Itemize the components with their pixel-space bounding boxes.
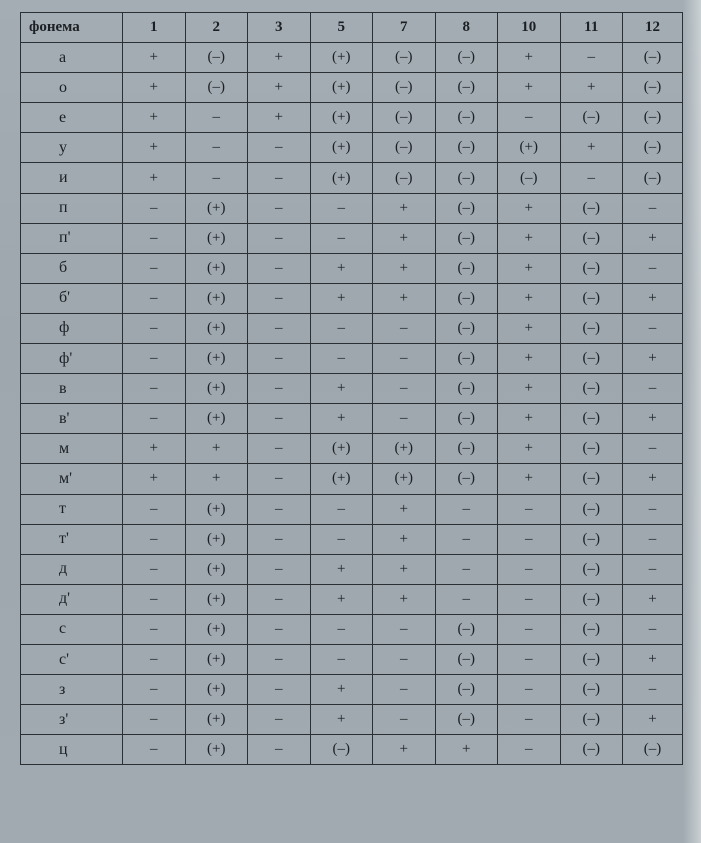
feature-value-cell: –	[248, 554, 311, 584]
feature-value-cell: (+)	[185, 494, 248, 524]
feature-value-cell: –	[373, 313, 436, 343]
feature-value-cell: (+)	[185, 404, 248, 434]
feature-value-cell: +	[498, 43, 561, 73]
feature-value-cell: (–)	[498, 163, 561, 193]
feature-value-cell: –	[623, 313, 683, 343]
table-row	[21, 223, 683, 253]
phoneme-cell: д'	[21, 584, 123, 614]
feature-value-cell: –	[248, 644, 311, 674]
feature-value-cell: –	[435, 554, 498, 584]
feature-value-cell: (–)	[435, 374, 498, 404]
table-row	[21, 614, 683, 644]
header-phoneme: фонема	[21, 13, 123, 43]
feature-value-cell: +	[623, 464, 683, 494]
feature-value-cell: –	[248, 163, 311, 193]
feature-value-cell: –	[248, 193, 311, 223]
feature-value-cell: –	[123, 253, 186, 283]
feature-value-cell: +	[248, 103, 311, 133]
feature-value-cell: +	[498, 434, 561, 464]
feature-value-cell: +	[310, 554, 373, 584]
feature-value-cell: –	[248, 133, 311, 163]
table-row	[21, 253, 683, 283]
table-row	[21, 404, 683, 434]
table-row	[21, 193, 683, 223]
feature-value-cell: (+)	[310, 163, 373, 193]
feature-value-cell: –	[623, 524, 683, 554]
feature-value-cell: –	[498, 735, 561, 765]
feature-value-cell: –	[498, 644, 561, 674]
table-row	[21, 283, 683, 313]
feature-value-cell: (+)	[310, 103, 373, 133]
phoneme-cell: и	[21, 163, 123, 193]
feature-value-cell: –	[310, 344, 373, 374]
feature-value-cell: –	[623, 374, 683, 404]
table-row	[21, 163, 683, 193]
feature-value-cell: (–)	[560, 675, 623, 705]
feature-value-cell: –	[498, 705, 561, 735]
feature-value-cell: (–)	[435, 103, 498, 133]
feature-value-cell: (–)	[623, 133, 683, 163]
feature-value-cell: +	[373, 554, 436, 584]
feature-value-cell: (+)	[185, 313, 248, 343]
feature-value-cell: (–)	[435, 193, 498, 223]
table-row	[21, 133, 683, 163]
feature-value-cell: (–)	[623, 73, 683, 103]
feature-value-cell: –	[248, 614, 311, 644]
feature-value-cell: +	[373, 735, 436, 765]
feature-value-cell: +	[560, 133, 623, 163]
table-row	[21, 313, 683, 343]
feature-value-cell: (–)	[373, 43, 436, 73]
feature-value-cell: –	[623, 675, 683, 705]
feature-value-cell: (–)	[560, 494, 623, 524]
header-feature-3: 3	[248, 13, 311, 43]
feature-value-cell: (–)	[560, 614, 623, 644]
feature-value-cell: (–)	[560, 644, 623, 674]
feature-value-cell: –	[310, 524, 373, 554]
feature-value-cell: –	[310, 644, 373, 674]
feature-value-cell: +	[498, 464, 561, 494]
feature-value-cell: (–)	[435, 464, 498, 494]
feature-value-cell: –	[185, 163, 248, 193]
phoneme-cell: е	[21, 103, 123, 133]
feature-value-cell: (+)	[185, 735, 248, 765]
feature-value-cell: (–)	[560, 735, 623, 765]
feature-value-cell: (–)	[435, 223, 498, 253]
feature-value-cell: (–)	[560, 404, 623, 434]
feature-value-cell: +	[310, 404, 373, 434]
feature-value-cell: –	[373, 404, 436, 434]
table-row	[21, 644, 683, 674]
feature-value-cell: (–)	[560, 584, 623, 614]
feature-value-cell: (–)	[560, 434, 623, 464]
feature-value-cell: +	[310, 705, 373, 735]
table-row	[21, 464, 683, 494]
feature-value-cell: (–)	[560, 283, 623, 313]
feature-value-cell: –	[123, 705, 186, 735]
feature-value-cell: (–)	[560, 103, 623, 133]
phoneme-cell: с	[21, 614, 123, 644]
feature-value-cell: –	[373, 705, 436, 735]
feature-value-cell: +	[498, 283, 561, 313]
feature-value-cell: –	[123, 374, 186, 404]
phoneme-cell: з'	[21, 705, 123, 735]
feature-value-cell: –	[310, 223, 373, 253]
feature-value-cell: (–)	[373, 133, 436, 163]
header-feature-10: 10	[498, 13, 561, 43]
feature-value-cell: (+)	[310, 73, 373, 103]
feature-value-cell: –	[498, 554, 561, 584]
feature-value-cell: –	[623, 193, 683, 223]
feature-value-cell: –	[123, 735, 186, 765]
feature-value-cell: –	[498, 103, 561, 133]
phoneme-cell: о	[21, 73, 123, 103]
feature-value-cell: (–)	[560, 313, 623, 343]
feature-value-cell: +	[498, 344, 561, 374]
feature-value-cell: +	[373, 283, 436, 313]
feature-value-cell: –	[248, 313, 311, 343]
feature-value-cell: +	[498, 193, 561, 223]
feature-value-cell: +	[373, 494, 436, 524]
feature-value-cell: (–)	[623, 43, 683, 73]
feature-value-cell: –	[560, 43, 623, 73]
feature-value-cell: –	[123, 283, 186, 313]
feature-value-cell: –	[248, 253, 311, 283]
feature-value-cell: –	[310, 193, 373, 223]
feature-value-cell: (–)	[435, 43, 498, 73]
feature-value-cell: –	[498, 614, 561, 644]
feature-value-cell: +	[248, 73, 311, 103]
table-row	[21, 735, 683, 765]
feature-value-cell: (–)	[435, 313, 498, 343]
feature-value-cell: (–)	[435, 163, 498, 193]
feature-value-cell: –	[185, 103, 248, 133]
feature-value-cell: +	[310, 283, 373, 313]
feature-value-cell: +	[623, 283, 683, 313]
table-row	[21, 434, 683, 464]
phoneme-cell: п	[21, 193, 123, 223]
feature-value-cell: +	[248, 43, 311, 73]
feature-value-cell: (–)	[560, 705, 623, 735]
feature-value-cell: (–)	[435, 614, 498, 644]
feature-value-cell: –	[373, 675, 436, 705]
feature-value-cell: –	[373, 644, 436, 674]
feature-value-cell: +	[310, 584, 373, 614]
feature-value-cell: +	[498, 404, 561, 434]
feature-value-cell: –	[248, 223, 311, 253]
phoneme-cell: с'	[21, 644, 123, 674]
feature-value-cell: +	[123, 103, 186, 133]
feature-value-cell: (–)	[435, 644, 498, 674]
phoneme-cell: д	[21, 554, 123, 584]
feature-value-cell: –	[248, 735, 311, 765]
feature-value-cell: –	[248, 344, 311, 374]
feature-value-cell: +	[498, 374, 561, 404]
feature-value-cell: +	[498, 223, 561, 253]
feature-value-cell: (+)	[310, 133, 373, 163]
phoneme-cell: а	[21, 43, 123, 73]
feature-value-cell: (–)	[435, 133, 498, 163]
feature-value-cell: –	[248, 675, 311, 705]
feature-value-cell: –	[373, 614, 436, 644]
feature-value-cell: –	[310, 494, 373, 524]
feature-value-cell: –	[123, 675, 186, 705]
feature-value-cell: +	[623, 584, 683, 614]
feature-value-cell: –	[435, 494, 498, 524]
feature-value-cell: +	[310, 374, 373, 404]
phoneme-cell: в'	[21, 404, 123, 434]
feature-value-cell: (+)	[185, 524, 248, 554]
table-row	[21, 524, 683, 554]
feature-value-cell: +	[498, 253, 561, 283]
feature-value-cell: –	[248, 374, 311, 404]
feature-value-cell: –	[623, 253, 683, 283]
phoneme-cell: т	[21, 494, 123, 524]
feature-value-cell: (–)	[373, 103, 436, 133]
feature-value-cell: –	[373, 374, 436, 404]
feature-value-cell: (+)	[185, 223, 248, 253]
feature-value-cell: +	[185, 464, 248, 494]
feature-value-cell: –	[498, 675, 561, 705]
feature-value-cell: –	[248, 584, 311, 614]
feature-value-cell: (–)	[560, 193, 623, 223]
header-feature-8: 8	[435, 13, 498, 43]
feature-value-cell: –	[310, 313, 373, 343]
feature-value-cell: (–)	[373, 73, 436, 103]
feature-value-cell: (–)	[560, 374, 623, 404]
feature-value-cell: –	[123, 614, 186, 644]
feature-value-cell: (–)	[623, 735, 683, 765]
table-header-row	[21, 13, 683, 43]
feature-value-cell: (–)	[435, 404, 498, 434]
feature-value-cell: (–)	[185, 43, 248, 73]
feature-value-cell: –	[248, 524, 311, 554]
phoneme-cell: ц	[21, 735, 123, 765]
feature-value-cell: –	[123, 644, 186, 674]
feature-value-cell: –	[310, 614, 373, 644]
table-row	[21, 705, 683, 735]
feature-value-cell: (+)	[310, 43, 373, 73]
feature-value-cell: +	[560, 73, 623, 103]
feature-value-cell: (–)	[185, 73, 248, 103]
feature-value-cell: –	[123, 404, 186, 434]
feature-value-cell: (+)	[498, 133, 561, 163]
phoneme-cell: ф	[21, 313, 123, 343]
table-row	[21, 374, 683, 404]
feature-value-cell: (–)	[435, 705, 498, 735]
feature-value-cell: –	[248, 283, 311, 313]
feature-value-cell: +	[623, 344, 683, 374]
feature-value-cell: +	[623, 223, 683, 253]
feature-value-cell: –	[623, 614, 683, 644]
table-row	[21, 584, 683, 614]
table-row	[21, 675, 683, 705]
feature-value-cell: +	[123, 43, 186, 73]
feature-value-cell: (+)	[373, 434, 436, 464]
feature-value-cell: –	[373, 344, 436, 374]
feature-value-cell: –	[560, 163, 623, 193]
header-feature-11: 11	[560, 13, 623, 43]
feature-value-cell: +	[373, 584, 436, 614]
feature-value-cell: +	[373, 524, 436, 554]
feature-value-cell: (–)	[560, 253, 623, 283]
feature-value-cell: –	[623, 494, 683, 524]
feature-value-cell: –	[123, 193, 186, 223]
feature-value-cell: (+)	[185, 374, 248, 404]
feature-value-cell: +	[623, 404, 683, 434]
feature-value-cell: (+)	[185, 344, 248, 374]
feature-value-cell: (+)	[185, 283, 248, 313]
phoneme-cell: з	[21, 675, 123, 705]
feature-value-cell: –	[123, 554, 186, 584]
feature-value-cell: –	[623, 554, 683, 584]
feature-value-cell: –	[123, 313, 186, 343]
feature-value-cell: (+)	[185, 644, 248, 674]
phoneme-cell: п'	[21, 223, 123, 253]
feature-value-cell: (–)	[435, 73, 498, 103]
feature-value-cell: (+)	[310, 464, 373, 494]
feature-value-cell: (–)	[560, 524, 623, 554]
feature-value-cell: –	[248, 464, 311, 494]
feature-value-cell: +	[310, 253, 373, 283]
phoneme-cell: м'	[21, 464, 123, 494]
feature-value-cell: –	[123, 223, 186, 253]
feature-value-cell: –	[498, 584, 561, 614]
phoneme-cell: б'	[21, 283, 123, 313]
feature-value-cell: +	[373, 193, 436, 223]
phoneme-cell: в	[21, 374, 123, 404]
feature-value-cell: (–)	[435, 253, 498, 283]
feature-value-cell: (–)	[435, 434, 498, 464]
table-row	[21, 73, 683, 103]
table-row	[21, 344, 683, 374]
feature-value-cell: (–)	[623, 163, 683, 193]
feature-value-cell: (+)	[185, 705, 248, 735]
feature-value-cell: (+)	[185, 614, 248, 644]
feature-value-cell: (+)	[185, 193, 248, 223]
feature-value-cell: –	[123, 344, 186, 374]
feature-value-cell: (+)	[185, 554, 248, 584]
feature-value-cell: –	[185, 133, 248, 163]
feature-value-cell: –	[435, 524, 498, 554]
feature-value-cell: +	[123, 133, 186, 163]
table-row	[21, 103, 683, 133]
feature-value-cell: +	[373, 253, 436, 283]
feature-value-cell: +	[123, 464, 186, 494]
header-feature-7: 7	[373, 13, 436, 43]
feature-value-cell: +	[435, 735, 498, 765]
page-edge-shading	[683, 0, 701, 843]
feature-value-cell: +	[123, 434, 186, 464]
feature-value-cell: –	[435, 584, 498, 614]
feature-value-cell: +	[185, 434, 248, 464]
header-feature-1: 1	[123, 13, 186, 43]
feature-value-cell: –	[248, 705, 311, 735]
table-body	[21, 43, 683, 765]
header-feature-12: 12	[623, 13, 683, 43]
feature-value-cell: (–)	[623, 103, 683, 133]
feature-value-cell: (–)	[560, 223, 623, 253]
feature-value-cell: (–)	[373, 163, 436, 193]
feature-value-cell: (+)	[185, 253, 248, 283]
feature-value-cell: +	[123, 73, 186, 103]
feature-value-cell: –	[623, 434, 683, 464]
feature-value-cell: –	[123, 584, 186, 614]
feature-value-cell: (–)	[435, 675, 498, 705]
table-row	[21, 554, 683, 584]
feature-value-cell: (+)	[373, 464, 436, 494]
feature-value-cell: +	[310, 675, 373, 705]
feature-value-cell: –	[498, 524, 561, 554]
feature-value-cell: –	[123, 524, 186, 554]
feature-value-cell: (–)	[560, 464, 623, 494]
feature-value-cell: +	[123, 163, 186, 193]
table-row	[21, 43, 683, 73]
phoneme-cell: м	[21, 434, 123, 464]
feature-value-cell: +	[373, 223, 436, 253]
phoneme-cell: б	[21, 253, 123, 283]
feature-value-cell: (+)	[310, 434, 373, 464]
feature-value-cell: (–)	[435, 283, 498, 313]
feature-value-cell: (+)	[185, 584, 248, 614]
feature-value-cell: (–)	[560, 554, 623, 584]
phoneme-cell: т'	[21, 524, 123, 554]
feature-value-cell: +	[498, 313, 561, 343]
feature-value-cell: (–)	[560, 344, 623, 374]
feature-value-cell: –	[248, 434, 311, 464]
feature-value-cell: +	[623, 705, 683, 735]
feature-value-cell: +	[623, 644, 683, 674]
header-feature-5: 5	[310, 13, 373, 43]
phoneme-feature-table	[20, 12, 683, 765]
feature-value-cell: –	[248, 494, 311, 524]
feature-value-cell: –	[123, 494, 186, 524]
feature-value-cell: (+)	[185, 675, 248, 705]
phoneme-cell: ф'	[21, 344, 123, 374]
feature-value-cell: –	[248, 404, 311, 434]
feature-value-cell: –	[498, 494, 561, 524]
feature-value-cell: +	[498, 73, 561, 103]
feature-value-cell: (–)	[435, 344, 498, 374]
table-row	[21, 494, 683, 524]
feature-value-cell: (–)	[310, 735, 373, 765]
header-feature-2: 2	[185, 13, 248, 43]
phoneme-cell: у	[21, 133, 123, 163]
